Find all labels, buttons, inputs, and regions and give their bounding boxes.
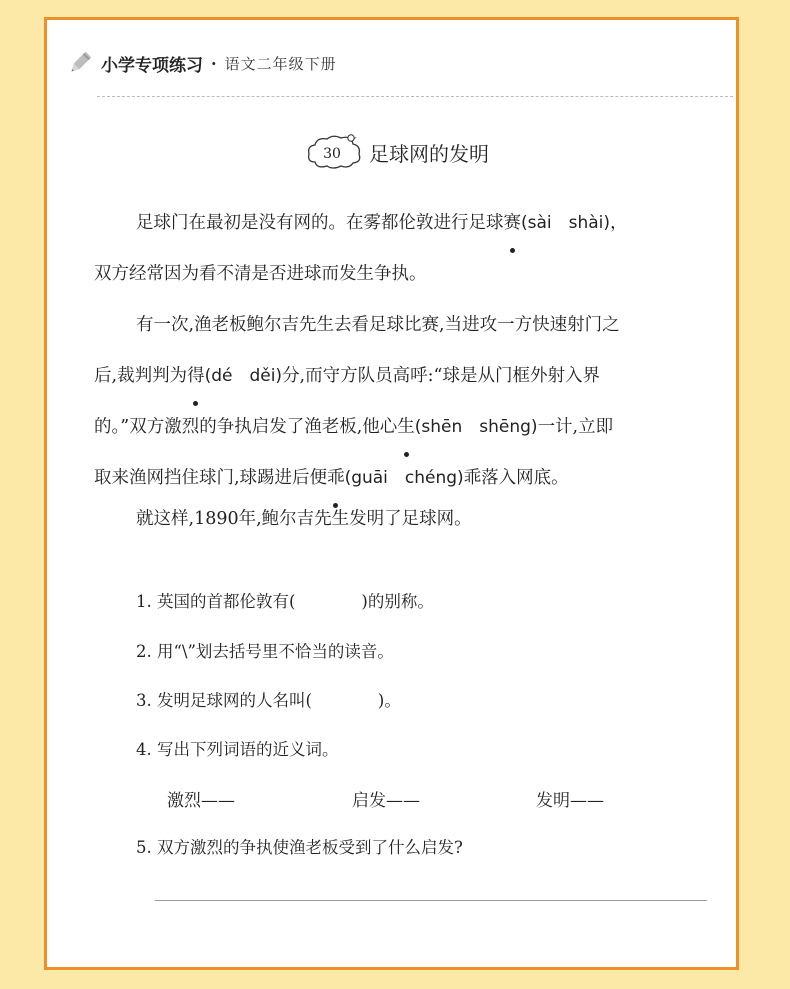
passage-text: 有一次,渔老板鲍尔吉先生去看足球比赛,当进攻一方快速射门之 [136,315,620,335]
worksheet-page [44,17,739,970]
lesson-number: 30 [323,146,341,162]
passage-text: 就这样,1890年,鲍尔吉先生发明了足球网。 [136,509,472,529]
passage-text: 取来渔网挡住球门,球踢进后便 [94,468,328,488]
question-4: 4. 写出下列词语的近义词。 [136,740,339,759]
pinyin-options: (guāi chéng) [344,468,464,488]
lesson-title: 足球网的发明 [369,141,489,166]
pinyin-options: (sài shài) [521,213,611,233]
synonym-prompt: 启发—— [352,791,420,811]
question-3: 3. 发明足球网的人名叫( )。 [136,691,401,710]
passage-text: 一计,立即 [537,417,614,437]
question-2: 2. 用“\”划去括号里不恰当的读音。 [136,642,394,661]
passage-text: ， [610,213,628,233]
dotted-character: 赛 [504,198,522,249]
workbook-subtitle: 语文二年级下册 [224,54,337,73]
passage-text: 分,而守方队员高呼:“球是从门框外射入界 [282,366,600,386]
dotted-character: 生 [397,402,415,453]
passage-text: 的。”双方激烈的争执启发了渔老板,他心 [94,417,398,437]
workbook-title: 小学专项练习 [101,55,203,76]
header-divider [97,96,733,97]
passage-text: 后,裁判判为 [94,366,188,386]
passage-text: 足球门在最初是没有网的。在雾都伦敦进行足球 [136,213,504,233]
answer-line[interactable] [155,900,707,901]
page-header [67,48,743,78]
passage-text: 双方经常因为看不清是否进球而发生争执。 [94,264,427,284]
dotted-character: 得 [187,351,205,402]
synonym-prompt: 激烈—— [167,791,235,811]
dotted-character: 乖 [327,453,345,504]
passage-paragraph-1 [94,198,734,300]
synonym-prompt: 发明—— [536,791,604,811]
question-5: 5. 双方激烈的争执使渔老板受到了什么启发? [136,838,463,857]
cloud-bird-badge-icon [305,132,365,172]
title-separator: · [211,53,217,73]
lesson-heading [305,132,489,172]
passage-paragraph-3 [94,494,734,545]
pinyin-options: (dé děi) [204,366,283,386]
question-1: 1. 英国的首都伦敦有( )的别称。 [136,592,434,611]
pinyin-options: (shēn shēng) [414,417,538,437]
passage-text: 乖落入网底。 [463,468,569,488]
pencil-icon [67,50,93,76]
passage-paragraph-2 [94,300,734,504]
